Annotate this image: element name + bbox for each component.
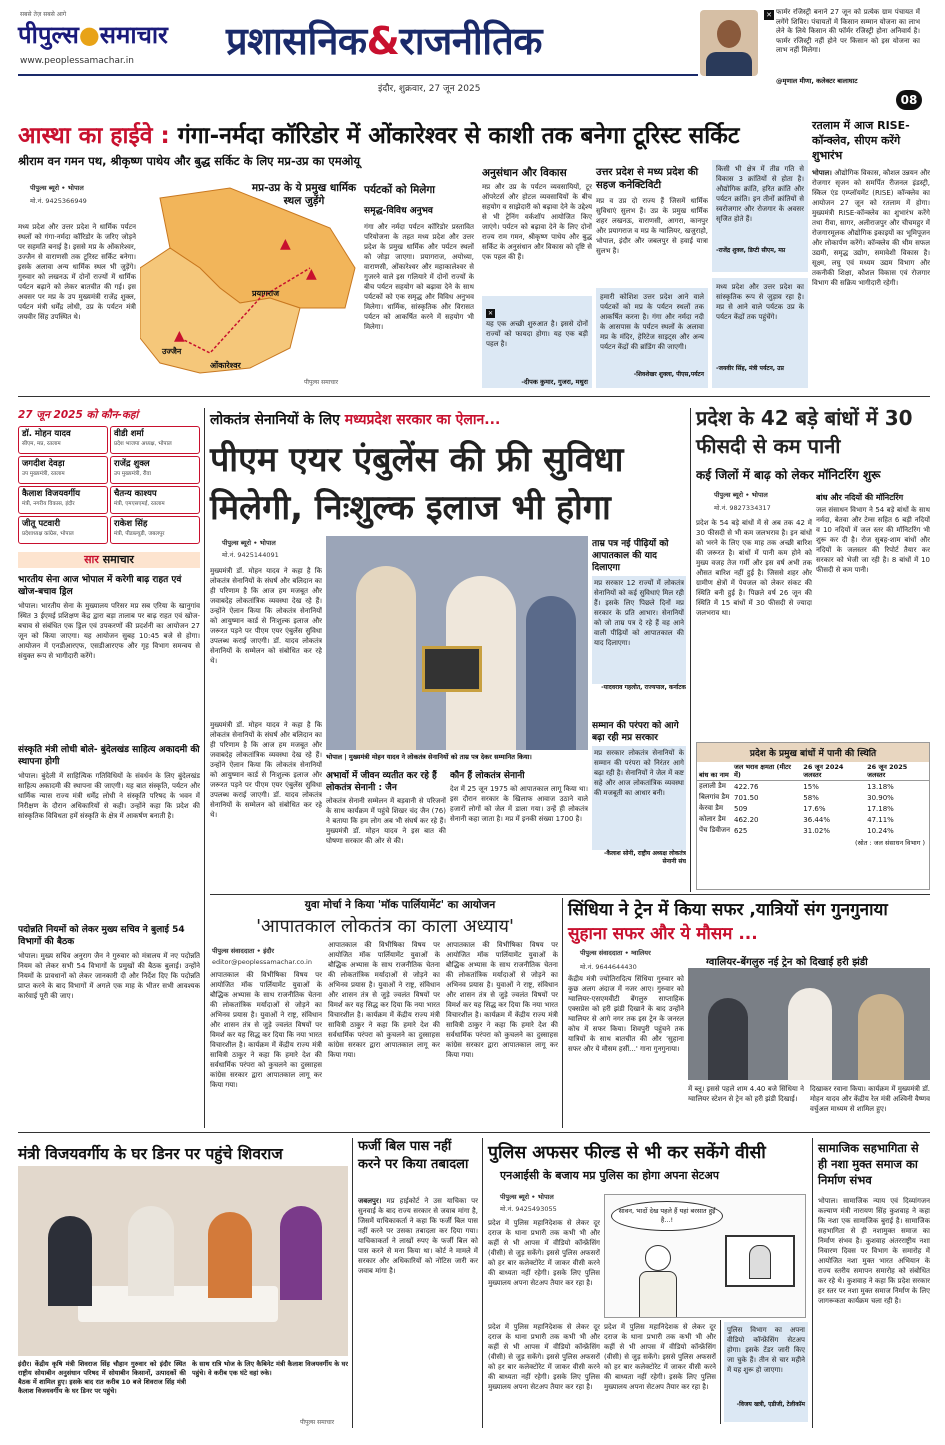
map-label: उज्जैन — [162, 347, 182, 356]
amb-photo — [326, 536, 588, 750]
saar-item-3-head: पदोन्नति नियमों को लेकर मुख्य सचिव ने बुलाई 54 विभागों की बैठक — [18, 925, 185, 947]
person-shape — [128, 1206, 174, 1296]
dams-body: प्रदेश के 54 बड़े बांधों में से अब तक 42 में 30 फीसदी से भी कम जलभराव है। इन बांधों को भरने के लिए एक माह तक अच्छी बारिश की जरूरत है। बांधों में पानी कम होने को मुख्य वजह तेज गर्मी और इस वर्ष अभी तक औसत बारिश नहीं हुई है। जिससे शहर और ग्रामीण क्षेत्रों में पेयजल को लेकर संकट की स्थिति बनी हुई है। पिछले वर्ष 26 जून की स्थिति में 15 बांधों में 30 फीसदी से ज्यादा जलभराव था। — [696, 519, 812, 617]
dams-table — [697, 762, 929, 836]
amb-kicker-1: लोकतंत्र सेनानियों के लिए — [210, 412, 340, 428]
mock-kicker: युवा मोर्चा ने किया 'मॉक पार्लियामेंट' का आयोजन — [304, 899, 496, 911]
person-shape — [788, 988, 832, 1080]
who-where-name: जीतू पटवारी — [22, 519, 61, 529]
person-shape — [858, 994, 904, 1080]
rise-body-text: औद्योगिक विकास, कौशल उन्नयन और रोजगार सृजन को समर्पित रीजनल इंडस्ट्री, स्किल एंड एम्प्लॉयमेंट (RISE) कॉन्क्लेव का आयोजन 27 जून को रतलाम में होगा। मुख्यमंत्री RISE-कॉन्क्लेव का शुभारंभ करेंगे तथा रीवा, सागर, अलीराजपुर और चीचमहुर में रोजगारमूलक औद्योगिक इकाइयों का भूमिपूजन और लोकार्पण करेंगे। कॉन्क्लेव की थीम सफल उद्यमी, समृद्ध उद्योग, समावेशी विकास है। सूक्ष्म, लघु एवं मध्यम उद्यम विभाग और तकनीकी शिक्षा, कौशल विकास एवं रोजगार विभाग की सक्रिय भागीदारी रहेगी। — [812, 169, 930, 287]
table-cell: केरवा डैम — [699, 804, 724, 812]
quote-jaiveer — [712, 278, 808, 388]
police-quote — [724, 1322, 808, 1422]
col3-body: मप्र और उप्र के पर्यटन व्यवसायियों, टूर ऑपरेटर्स और होटल व्यवसायियों के बीच सहयोग व साझेदारी को बढ़ावा देने के उद्देश्य से भी ट्रेनिंग वर्कशॉप आयोजित किए जाएंगे। पर्यटन को बढ़ावा देने के लिए दोनों राज्य राम गमन, श्रीकृष्ण पाथेय और बुद्ध सर्किट के अनुसंधान और विकास को दृष्टि से एक पहल की हैं। — [482, 183, 592, 261]
dinner-credit: पीपुल्स समाचार — [300, 1419, 335, 1426]
person-shape — [526, 596, 576, 750]
dams-byline: पीपुल्स ब्यूरो • भोपाल — [714, 491, 768, 499]
police-quote-text: पुलिस विभाग का अपना वीडियो कॉन्फ्रेंसिंग सेटअप होगा। इसके टेंडर जारी किए जा चुके हैं। तीन से चार महीने में यह शुरू हो जाएगा। — [727, 1326, 805, 1374]
section-title-2: राजनीतिक — [399, 19, 542, 63]
saar-item-3 — [18, 924, 200, 1128]
who-where-cell — [18, 486, 108, 514]
lead-col2-head — [364, 183, 474, 216]
col4-quote-sig: -शिवशेखर शुक्ला, पीएस,पर्यटन — [633, 371, 704, 378]
dams-table-header: 26 जून 2024 जलस्तर — [801, 762, 865, 781]
who-where-name: राकेश सिंह — [114, 519, 148, 529]
map-label: ओंकारेश्वर — [210, 361, 241, 370]
amb-caption: भोपाल | मुख्यमंत्री मोहन यादव ने लोकतंत्र सेनानियों को ताम्र पत्र देकर सम्मानित किया। — [326, 753, 532, 761]
amb-sub1-body: लोकतंत्र सेनानी सम्मेलन में बड़वानी से परिजनों के साथ कार्यक्रम में पहुंचे शिखर चंद जैन (76) ने बताया कि हम लोग अब भी संघर्ष कर रहे हैं। मुख्यमंत्री डॉ. मोहन यादव ने इस बात की घोषणा सरकार की ओर से की। — [326, 797, 446, 845]
scindia-byline: पीपुल्स संवाददाता • ग्वालियर — [580, 949, 651, 957]
table-cell: हलाली डैम — [699, 782, 726, 790]
police-sub: एनआईसी के बजाय मप्र पुलिस का होगा अपना सेटअप — [500, 1169, 719, 1182]
table-cell: 509 — [734, 804, 748, 813]
top-quote-text: फार्मर रजिस्ट्री बनाने 27 जून को प्रत्येक ग्राम पंचायत में लगेंगे शिविर। पंचायतों में किसान सम्मान योजना का लाभ लेने के लिये किसान की फॉर्मर रजिस्ट्री होना अनिवार्य है। फार्मर रजिस्ट्री नहीं होने पर किसान को इस योजना का लाभ नहीं मिलेगा। — [776, 8, 920, 54]
table-cell: 15% — [803, 782, 819, 791]
dinner-headline: मंत्री विजयवर्गीय के घर डिनर पर पहुंचे शिवराज — [18, 1145, 283, 1163]
lead-col2-body: गंगा और नर्मदा पर्यटन कॉरिडोर प्रस्तावित परियोजना के तहत मध्य प्रदेश और उत्तर प्रदेश के प्रमुख धार्मिक और पर्यटन स्थलों को जोड़ा जाएगा। प्रयागराज, अयोध्या, वाराणसी, ओंकारेश्वर और महाकालेश्वर से गुजरने वाले इस गलियारे में दोनों राज्यों के बीच पर्यटन सहयोग को बढ़ावा देने के साथ पर्यटकों को एक समृद्ध और विविध अनुभव मिलेगा। धार्मिक, सांस्कृतिक और विरासत पर्यटन को आकर्षित करने में सहयोग भी मिलेगा। — [364, 223, 474, 331]
cartoon-bubble: सावन, भादों देख पहले हैं यहां बरसात हुई है...! — [611, 1201, 723, 1231]
amb-sub1-head: अभावों में जीवन व्यतीत कर रहे हैं लोकतंत्र सेनानी : जैन — [326, 771, 437, 793]
tweet-box — [482, 296, 592, 388]
fake-headline: फर्जी बिल पास नहीं करने पर किया तबादला — [358, 1139, 469, 1172]
quote-shukla-sig: -राजेंद्र शुक्ल, डिप्टी सीएम, मप्र — [716, 247, 786, 254]
dams-sub: कई जिलों में बाढ़ को लेकर मॉनिटरिंग शुरू — [696, 468, 881, 482]
scindia-photo — [688, 968, 930, 1080]
table-cell: 17.18% — [867, 804, 894, 813]
table-row — [697, 814, 929, 825]
rise-headline: रतलाम में आज RISE-कॉन्क्लेव, सीएम करेंगे शुभारंभ — [812, 119, 910, 162]
col3-head: अनुसंधान और विकास — [482, 167, 567, 179]
who-where-cell — [110, 516, 200, 544]
logo-text: पीपुल्स — [18, 21, 79, 49]
who-where-title: 27 जून 2025 को कौन-कहां — [18, 409, 139, 421]
map-title: मप्र-उप्र के ये प्रमुख धार्मिक स्थल जुड़ेंगे — [251, 182, 357, 207]
col2-head: पर्यटकों को मिलेगा — [364, 184, 435, 196]
police-mobile: मो.नं. 9425493055 — [500, 1205, 557, 1213]
plaque-shape — [422, 646, 482, 692]
section-title — [226, 14, 542, 66]
logo-dot-icon: ● — [78, 21, 100, 49]
header-rule — [18, 74, 698, 76]
amb-sub2-head: कौन हैं लोकतंत्र सेनानी — [450, 771, 525, 781]
table-cell: 422.76 — [734, 782, 759, 791]
fake-body — [358, 1196, 478, 1422]
table-cell: 58% — [803, 793, 819, 802]
amb-sub3-sig: -यादवराव गहलोत, राज्यपाल, कर्नाटक — [601, 684, 686, 691]
col-divider — [204, 408, 205, 1128]
quote-jaiveer-text: मध्य प्रदेश और उत्तर प्रदेश का सांस्कृतिक रूप से जुड़ाव रहा है। मप्र से आने वाले पर्यटक उप्र के पर्यटन केंद्रों तक पहुंचेंगे। — [716, 283, 804, 321]
dams-headline: प्रदेश के 42 बड़े बांधों में 30 फीसदी से कम पानी — [696, 406, 913, 458]
quote-shukla-text: किसी भी क्षेत्र में तीव्र गति से विकास 3 क्रांतियों से होता है। औद्योगिक क्रांति, हरित क्रांति और पर्यटन क्रांति। इन तीनों क्रांतियों से स्वरोजगार और रोजगार के अवसर सृजित होते हैं। — [716, 165, 804, 223]
map-credit: पीपुल्स समाचार — [304, 379, 339, 386]
dams-mobile: मो.नं. 9827334317 — [714, 504, 771, 512]
police-body-2: प्रदेश में पुलिस महानिदेशक से लेकर दूर दराज के थाना प्रभारी तक कभी भी और कहीं से भी आपस में वीडियो कॉन्फ्रेंसिंग (वीसी) से जुड़ सकेंगे। इससे पुलिस अफसरों को हर बार कलेक्टोरेट में जाकर वीसी करने की बाध्यता नहीं रहेगी। इसके लिए पुलिस मुख्यालय अपना सेटअप तैयार कर रहा है। — [488, 1323, 600, 1391]
rise-byline: भोपाल। — [812, 169, 832, 177]
amb-sub3-body: मप्र सरकार 12 राज्यों में लोकतंत्र सेनानियों को कई सुविधाएं मिल रही हैं। इसके लिए पिछले दिनों मप्र सरकार के प्रति आभार। सेनानियों को जो ताम्र पत्र दे रहे हैं वह आने वाली पीढ़ियों को आपातकाल की याद दिलाएगा। — [592, 576, 686, 684]
col2-sub: समृद्ध-विविध अनुभव — [364, 206, 433, 216]
who-where-place: मंत्री, पीडब्ल्यूडी, जबलपुर — [114, 531, 165, 537]
scindia-mobile: मो.नं. 9644644430 — [580, 963, 637, 971]
lead-body: मध्य प्रदेश और उत्तर प्रदेश ने धार्मिक पर्यटन स्थलों को गंगा-नर्मदा कॉरिडोर के जरिए जोड़ने पर सहमति बनाई है। इससे मप्र के ओंकारेश्वर, उज्जैन से वाराणसी तक टूरिस्ट सर्किट बनेगा। इसके अलावा अन्य धार्मिक स्थल भी जुड़ेंगे। गुरुवार को लखनऊ में दोनों राज्यों में धार्मिक पर्यटन बढ़ाने को लेकर बातचीत की गई। इस अवसर पर मप्र के उप मुख्यमंत्री राजेंद्र शुक्ल, पर्यटन मंत्री धर्मेंद्र लोधी, उप्र के पर्यटन मंत्री जयवीर सिंह उपस्थित थे। — [18, 223, 136, 321]
person-shape — [280, 1206, 322, 1300]
mock-headline: 'आपातकाल लोकतंत्र का काला अध्याय' — [256, 916, 514, 937]
lead-sub: श्रीराम वन गमन पथ, श्रीकृष्ण पाथेय और बुद्ध सर्किट के लिए मप्र-उप्र का एमओयू — [18, 154, 361, 168]
logo-tagline: सबसे तेज़ सबसे आगे — [20, 11, 67, 18]
scindia-body-2: में ब्लू। इससे पहले शाम 4.40 बजे सिंधिया ने ग्वालियर स्टेशन से ट्रेन को हरी झंडी दिखाई। — [688, 1085, 804, 1103]
map-label: प्रयागराज — [252, 289, 280, 298]
logo[interactable] — [18, 18, 168, 51]
rise-body — [812, 168, 930, 388]
scindia-body-3: दिखाकर रवाना किया। कार्यक्रम में मुख्यमंत्री डॉ. मोहन यादव और केंद्रीय रेल मंत्री अश्विनी वैष्णव वर्चुअल माध्यम से शामिल हुए। — [810, 1085, 930, 1113]
social-body: भोपाल। सामाजिक न्याय एवं दिव्यांगजन कल्याण मंत्री नारायण सिंह कुशवाह ने कहा कि नशा एक सामाजिक बुराई है। सामाजिक सहभागिता से ही नशामुक्त समाज का निर्माण संभव है। कुशवाह अंतरराष्ट्रीय नशा निवारण दिवस पर विभाग के समारोह में आयोजित नशा मुक्त भारत अभियान के राज्य स्तरीय समापन समारोह को संबोधित कर रहे थे। कुशवाह ने कहा कि प्रदेश सरकार हर स्तर पर नशा मुक्त समाज निर्माण के लिए जागरूकता कार्यक्रम चला रही है। — [818, 1197, 930, 1305]
dams-table-header: बांध का नाम — [697, 762, 732, 781]
col-divider — [720, 1320, 721, 1424]
tweet-text: यह एक अच्छी शुरुआत है। इससे दोनों राज्यों को फायदा होगा। यह एक बड़ी पहल है। — [486, 320, 588, 348]
table-cell: 10.24% — [867, 826, 894, 835]
col-divider — [562, 898, 563, 1128]
table-cell: 625 — [734, 826, 748, 835]
who-where-box — [18, 408, 200, 546]
temple-icon: ▲ — [306, 266, 317, 282]
who-where-name: डॉ. मोहन यादव — [22, 429, 71, 439]
table-cell: 462.20 — [734, 815, 759, 824]
table-cell: बिलगांव डैम — [699, 793, 730, 801]
table-cell: 13.18% — [867, 782, 894, 791]
cartoon-figure-body — [639, 1271, 677, 1318]
cartoon — [604, 1194, 806, 1318]
map-svg — [140, 178, 360, 390]
top-quote — [700, 8, 920, 107]
who-where-place: उप मुख्यमंत्री, रतलाम — [22, 471, 65, 477]
table-cell: 17.6% — [803, 804, 826, 813]
person-shape — [356, 566, 416, 750]
who-where-name: चैतन्य काश्यप — [114, 489, 157, 499]
mock-body-3: आपातकाल की विभीषिका विषय पर आयोजित मॉक पार्लियामेंट युवाओं के बौद्धिक अभ्यास के साथ राजनीतिक चेतना की लोकतांत्रिक मर्यादाओं से जोड़ने का अभिनव प्रयास है। युवाओं ने राष्ट्र, संविधान और शासन तंत्र से जुड़े ज्वलंत विषयों पर विमर्श कर यह सिद्ध कर दिया कि नया भारत विचारशील है। कार्यक्रम में केंद्रीय राज्य मंत्री सावित्री ठाकुर ने कहा कि हमारे देश की सर्वधार्मिक परंपरा को कुचलने का दुस्साहस कांग्रेस सरकार द्वारा आपातकाल लागू कर किया गया। — [446, 941, 558, 1059]
masthead — [18, 10, 698, 94]
dams-side-body: जल संसाधन विभाग ने 54 बड़े बांधों के साथ नर्मदा, बेतवा और टेम्स सहित 6 बड़ी नदियों व 10 नदियों में जल स्तर की मॉनिटरिंग भी शुरू कर दी है। रोज सुबह-शाम बांधों और नदियों के जलस्तर की रिपोर्ट तैयार कर सरकार को भेजी जा रही है। 8 बांधों में 10 फीसदी से कम पानी। — [816, 506, 930, 574]
who-where-name: जगदीश देवड़ा — [22, 459, 65, 469]
mock-body-2: आपातकाल की विभीषिका विषय पर आयोजित मॉक पार्लियामेंट युवाओं के बौद्धिक अभ्यास के साथ राजनीतिक चेतना की लोकतांत्रिक मर्यादाओं से जोड़ने का अभिनव प्रयास है। युवाओं ने राष्ट्र, संविधान और शासन तंत्र से जुड़े ज्वलंत विषयों पर विमर्श कर यह सिद्ध कर दिया कि नया भारत विचारशील है। कार्यक्रम में केंद्रीय राज्य मंत्री सावित्री ठाकुर ने कहा कि हमारे देश की सर्वधार्मिक परंपरा को कुचलने का दुस्साहस कांग्रेस सरकार द्वारा आपातकाल लागू कर किया गया। — [328, 941, 440, 1059]
social-headline: सामाजिक सहभागिता से ही नशा मुक्त समाज का निर्माण संभव — [818, 1141, 919, 1187]
table-cell: कोलार डैम — [699, 815, 726, 823]
who-where-cell — [18, 516, 108, 544]
dateline: इंदौर, शुक्रवार, 27 जून 2025 — [378, 84, 481, 94]
temple-icon: ▲ — [174, 328, 185, 344]
table-cell: 36.44% — [803, 815, 830, 824]
police-body-3: प्रदेश में पुलिस महानिदेशक से लेकर दूर दराज के थाना प्रभारी तक कभी भी और कहीं से भी आपस में वीडियो कॉन्फ्रेंसिंग (वीसी) से जुड़ सकेंगे। इससे पुलिस अफसरों को हर बार कलेक्टोरेट में जाकर वीसी करने की बाध्यता नहीं रहेगी। इसके लिए पुलिस मुख्यालय अपना सेटअप तैयार कर रहा है। — [604, 1323, 716, 1391]
who-where-cell — [110, 486, 200, 514]
logo-text-2: समाचार — [99, 21, 168, 49]
who-where-cell — [110, 426, 200, 454]
amb-kicker — [210, 410, 690, 429]
who-where-name: राजेंद्र शुक्ल — [114, 459, 150, 469]
who-where-cell — [18, 456, 108, 484]
amb-headline: पीएम एयर एंबुलेंस की फ्री सुविधा मिलेगी, निःशुल्क इलाज भी होगा — [210, 440, 624, 528]
who-where-cell — [18, 426, 108, 454]
table-row — [697, 803, 929, 814]
x-icon: ✕ — [764, 10, 774, 20]
collector-photo — [700, 10, 758, 76]
lead-mobile: मो.नं. 9425366949 — [30, 197, 87, 205]
tweet-sig: -दीपक कुमार, गुजरा, मथुरा — [521, 378, 588, 386]
table-cell: 30.90% — [867, 793, 894, 802]
scindia-headline-text: सिंधिया ने ट्रेन में किया सफर ,यात्रियों संग गुनगुनाया — [568, 900, 888, 920]
quote-jaiveer-sig: -जयवीर सिंह, मंत्री पर्यटन, उप्र — [716, 365, 784, 372]
saar-item-3-body: भोपाल। मुख्य सचिव अनुराग जैन ने गुरुवार को मंत्रालय में नए पदोन्नति नियम को लेकर सभी 54 विभागों के प्रमुखों की बैठक बुलाई। उन्होंने नियमों के प्रावधानों को लेकर जानकारी दी और निर्देश दिए कि पदोन्नति प्राप्त करने के बाद विभागों में अगले एक माह के भीतर सभी आवश्यक कार्रवाई पूरी की जाए। — [18, 952, 200, 1000]
scindia-body: केंद्रीय मंत्री ज्योतिरादित्य सिंधिया गुरुवार को कुछ अलग अंदाज में नजर आए। गुरुवार को ग्वालियर-एसएमवीटी बेंगलुरु साप्ताहिक एक्सप्रेस को हरी झंडी दिखाने के बाद उन्होंने ग्वालियर से आगे नगर तक इस ट्रेन के जनरल कोच में सफर किया। शिवपुरी पहुंचने तक यात्रियों के साथ बातचीत की और 'सुहाना सफर और ये मौसम हसीं...' गाना गुनगुनाया। — [568, 975, 684, 1053]
scindia-headline — [568, 898, 930, 946]
amb-kicker-2: मध्यप्रदेश सरकार का ऐलान... — [344, 412, 501, 428]
who-where-name: कैलाश विजयवर्गीय — [22, 489, 81, 499]
police-quote-sig: -विजय खत्री, एडीजी, टेलीकॉम — [736, 1401, 805, 1408]
who-where-grid — [18, 426, 200, 544]
table-row — [697, 825, 929, 836]
col4-head: उत्तर प्रदेश से मध्य प्रदेश की सहज कनेक्टिविटी — [596, 167, 699, 191]
dams-source: (स्रोत : जल संसाधन विभाग ) — [855, 839, 925, 847]
saar-item-2-body: भोपाल। बुंदेली में साहित्यिक गतिविधियों के संवर्धन के लिए बुंदेलखंड साहित्य अकादमी की स्थापना की जाएगी। यह बात संस्कृति, पर्यटन और धार्मिक न्यास राज्य मंत्री धर्मेंद्र लोधी ने संस्कृति परिषद के भवन में निरीक्षण के दौरान अधिकारियों से कही। उन्होंने कहा कि प्रदेश की सांस्कृतिक विविधता हमें संस्कृति के क्षेत्र में आकर्षण बनाती है। — [18, 772, 200, 820]
who-where-place: उप मुख्यमंत्री, रीवा — [114, 471, 151, 477]
col-divider — [690, 408, 691, 892]
person-shape — [48, 1216, 92, 1306]
dams-table-box — [696, 742, 930, 890]
police-headline: पुलिस अफसर फील्ड से भी कर सकेंगे वीसी — [488, 1143, 766, 1163]
dinner-caption: इंदौर। केंद्रीय कृषि मंत्री शिवराज सिंह चौहान गुरुवार को इंदौर स्थित राष्ट्रीय सोयाबीन अनुसंधान परिषद में सोयाबीन किसानों, उत्पादकों की बैठक में शामिल हुए। इसके बाद रात करीब 10 बजे शिवराज सिंह मंत्री कैलाश विजयवर्गीय के घर डिनर पर पहुंचे। — [18, 1360, 186, 1395]
scindia-sub: ग्वालियर-बेंगलुरु नई ट्रेन को दिखाई हरी झंडी — [706, 957, 868, 968]
quote-shukla — [712, 160, 808, 272]
amb-sub2-body: देश में 25 जून 1975 को आपातकाल लागू किया था। इस दौरान सरकार के खिलाफ आवाज उठाने वाले हजारों लोगों को जेल में डाला गया। उन्हें ही लोकतंत्र सेनानी कहा जाता है। मप्र में इनकी संख्या 1700 है। — [450, 785, 588, 823]
scindia-headline-red: सुहाना सफर और ये मौसम ... — [568, 924, 758, 944]
saar-title — [18, 552, 200, 568]
amb-body-cont: मुख्यमंत्री डॉ. मोहन यादव ने कहा है कि लोकतंत्र सेनानियों के संघर्ष और बलिदान का ही परिणाम है कि आज हम मजबूत और जवाबदेह लोकतांत्रिक व्यवस्था देख रहे हैं। उन्होंने ऐलान किया कि लोकतंत्र सेनानियों को आयुष्मान कार्ड से निःशुल्क इलाज और जरूरत पड़ने पर पीएम एयर एंबुलेंस सुविधा उपलब्ध कराई जाएगी। डॉ. यादव लोकतंत्र सेनानियों के सम्मेलन को संबोधित कर रहे थे। — [210, 721, 322, 819]
who-where-place: मंत्री, नगरीय विकास, इंदौर — [22, 501, 75, 507]
amb-body: मुख्यमंत्री डॉ. मोहन यादव ने कहा है कि लोकतंत्र सेनानियों के संघर्ष और बलिदान का ही परिणाम है कि आज हम मजबूत और जवाबदेह लोकतांत्रिक व्यवस्था देख रहे हैं। उन्होंने ऐलान किया कि लोकतंत्र सेनानियों को आयुष्मान कार्ड से निःशुल्क इलाज और जरूरत पड़ने पर पीएम एयर एंबुलेंस सुविधा उपलब्ध कराई जाएगी। डॉ. यादव लोकतंत्र सेनानियों के सम्मेलन को संबोधित कर रहे थे। — [210, 567, 322, 665]
who-where-place: मंत्री, एमएसएमई, रतलाम — [114, 501, 165, 507]
table-cell: 31.02% — [803, 826, 830, 835]
amb-mobile: मो.नं. 9425144091 — [222, 551, 279, 559]
fake-byline: जबलपुर। — [358, 1197, 382, 1205]
col4-body: मप्र व उप्र दो राज्य हैं जिसमें धार्मिक सुविधाएं सुलभ हैं। उप्र के प्रमुख धार्मिक शहर लखनऊ, वाराणसी, आगरा, कानपुर और प्रयागराज व मप्र के ग्वालियर, खजुराहो, भोपाल, इंदौर और जबलपुर से हवाई यात्रा सुलभ है। — [596, 197, 708, 255]
saar-item-2-head: संस्कृति मंत्री लोधी बोले- बुंदेलखंड साहित्य अकादमी की स्थापना होगी — [18, 745, 200, 767]
website-url[interactable]: www.peoplessamachar.in — [20, 56, 134, 66]
saar-item-1 — [18, 574, 200, 742]
section-divider — [18, 396, 930, 397]
page-number: 08 — [896, 90, 922, 110]
amb-sub3-head: ताम्र पत्र नई पीढ़ियों को आपातकाल की याद दिलाएगा — [592, 539, 669, 573]
who-where-place: प्रदेशाध्यक्ष कांग्रेस, भोपाल — [22, 531, 74, 537]
amb-sub4-body: मप्र सरकार लोकतंत्र सेनानियों के सम्मान की परंपरा को निरंतर आगे बढ़ा रही है। सेनानियों ने जेल में कष्ट सहे और आज लोकतांत्रिक व्यवस्था की मजबूती का आधार बनी। — [592, 746, 686, 850]
amb-sub3 — [592, 538, 686, 714]
saar-title-2: समाचार — [102, 553, 134, 566]
section-divider — [210, 894, 930, 895]
lead-kicker: आस्था का हाईवे : — [18, 123, 170, 149]
amb-sub1 — [326, 770, 446, 890]
person-shape — [208, 1212, 252, 1298]
section-divider — [18, 1132, 930, 1133]
top-quote-sig: @मृणाल मीणा, कलेक्टर बालाघाट — [776, 77, 858, 85]
amb-sub4 — [592, 720, 686, 890]
x-icon: ✕ — [487, 310, 494, 317]
dams-side — [816, 492, 930, 740]
amb-sub2 — [450, 770, 588, 890]
who-where-name: वीडी शर्मा — [114, 429, 144, 439]
table-row — [697, 781, 929, 793]
temple-icon: ▲ — [280, 236, 291, 252]
lead-headline — [18, 118, 804, 152]
shirt-shape — [706, 52, 752, 76]
mock-email: editor@peoplessamachar.co.in — [212, 958, 312, 966]
table-cell: 701.50 — [734, 793, 759, 802]
cartoon-monitor-figure — [749, 1245, 771, 1279]
col-divider — [482, 1138, 483, 1428]
mock-body-1: आपातकाल की विभीषिका विषय पर आयोजित मॉक पार्लियामेंट युवाओं के बौद्धिक अभ्यास के साथ राजनीतिक चेतना की लोकतांत्रिक मर्यादाओं से जोड़ने का अभिनव प्रयास है। युवाओं ने राष्ट्र, संविधान और शासन तंत्र से जुड़े ज्वलंत विषयों पर विमर्श कर यह सिद्ध कर दिया कि नया भारत विचारशील है। कार्यक्रम में केंद्रीय राज्य मंत्री सावित्री ठाकुर ने कहा कि हमारे देश की सर्वधार्मिक परंपरा को कुचलने का दुस्साहस कांग्रेस सरकार द्वारा आपातकाल लागू कर किया गया। — [210, 971, 322, 1089]
amb-sub4-sig: -कैलाश सोनी, राष्ट्रीय अध्यक्ष लोकतंत्र सेनानी संघ — [603, 850, 686, 865]
saar-item-1-head: भारतीय सेना आज भोपाल में करेगी बाढ़ राहत एवं खोज-बचाव ड्रिल — [18, 575, 182, 597]
who-where-cell — [110, 456, 200, 484]
col-divider — [352, 1138, 353, 1428]
cartoon-figure-head — [645, 1245, 671, 1271]
lead-byline: पीपुल्स ब्यूरो • भोपाल — [30, 184, 84, 192]
amb-sub4-head: सम्मान की परंपरा को आगे बढ़ा रही मप्र सरकार — [592, 721, 679, 743]
police-body-1: प्रदेश में पुलिस महानिदेशक से लेकर दूर दराज के थाना प्रभारी तक कभी भी और कहीं से भी आपस में वीडियो कॉन्फ्रेंसिंग (वीसी) से जुड़ सकेंगे। इससे पुलिस अफसरों को हर बार कलेक्टोरेट में जाकर वीसी करने की बाध्यता नहीं रहेगी। इसके लिए पुलिस मुख्यालय अपना सेटअप तैयार कर रहा है। — [488, 1219, 600, 1287]
col4-quote — [596, 288, 708, 388]
lead-headline-text: गंगा-नर्मदा कॉरिडोर में ओंकारेश्वर से काशी तक बनेगा टूरिस्ट सर्किट — [177, 123, 740, 149]
police-byline: पीपुल्स ब्यूरो • भोपाल — [500, 1193, 554, 1201]
table-row — [697, 792, 929, 803]
fake-body-text: मप्र हाईकोर्ट ने उस याचिका पर सुनवाई के बाद राज्य सरकार से जवाब मांगा है, जिसमें याचिकाकर्ता ने कहा कि फर्जी बिल पास नहीं करने पर उसका तबादला कर दिया गया। याचिकाकर्ता ने लाखों रुपए के फर्जी बिल को पास करने से मना किया था। कोर्ट ने मामले में सरकार और अधिकारियों को नोटिस जारी कर जवाब मांगा है। — [358, 1197, 478, 1275]
col-divider — [812, 1138, 813, 1428]
mock-byline: पीपुल्स संवाददाता • इंदौर — [212, 947, 275, 955]
dinner-caption-2: के साथ रात्रि भोज के लिए कैबिनेट मंत्री कैलाश विजयवर्गीय के घर पहुंचे। वे करीब एक घंटे वहां रुके। — [192, 1360, 348, 1377]
dams-table-title: प्रदेश के प्रमुख बांधों में पानी की स्थिति — [697, 743, 929, 762]
saar-title-1: सार — [84, 553, 99, 566]
dams-side-head: बांध और नदियों की मॉनिटरिंग — [816, 493, 904, 502]
dams-table-header: 26 जून 2025 जलस्तर — [865, 762, 929, 781]
saar-item-1-body: भोपाल। भारतीय सेना के मुख्यालय परिसर मप्र सब एरिया के खानुगांव स्थित 3 ईएमई प्रशिक्षण केंद्र द्वारा बड़ा तालाब पर बाढ़ राहत एवं खोज-बचाव से संबंधित एक ड्रिल एवं उपकरणों की प्रदर्शनी का आयोजन 27 जून को किया जाएगा। यह आयोजन सुबह 10:45 बजे से होगा। आयोजन में एनडीआरएफ, एसडीआरएफ और गृह विभाग समन्वय से संयुक्त रूप से भागीदारी करेंगे। — [18, 602, 200, 660]
dinner-photo — [18, 1166, 348, 1356]
table-cell: 47.11% — [867, 815, 894, 824]
col4-quote-text: हमारी कोशिश उत्तर प्रदेश आने वाले पर्यटकों को मप्र के पर्यटन स्थलों तक आकर्षित करना है। गंगा और नर्मदा नदी के आसपास के पर्यटन स्थलों के अलावा मप्र के मंदिर, हेरिटेज साइट्स और अन्य पर्यटन केंद्रों की ब्रांडिंग की जाएगी। — [600, 293, 704, 351]
section-amp: & — [366, 19, 400, 63]
lead-map — [140, 178, 360, 390]
section-title-1: प्रशासनिक — [226, 19, 367, 63]
dams-table-header: जल भराव क्षमता (मीटर में) — [732, 762, 801, 781]
face-shape — [717, 20, 741, 48]
who-where-place: सीएम, मप्र, रतलाम — [22, 441, 61, 447]
who-where-place: प्रदेश भाजपा अध्यक्ष, भोपाल — [114, 441, 172, 447]
amb-byline: पीपुल्स ब्यूरो • भोपाल — [222, 539, 276, 547]
saar-item-2 — [18, 744, 200, 920]
person-shape — [708, 998, 748, 1080]
table-cell: पेंच डिवीजन — [699, 826, 730, 834]
